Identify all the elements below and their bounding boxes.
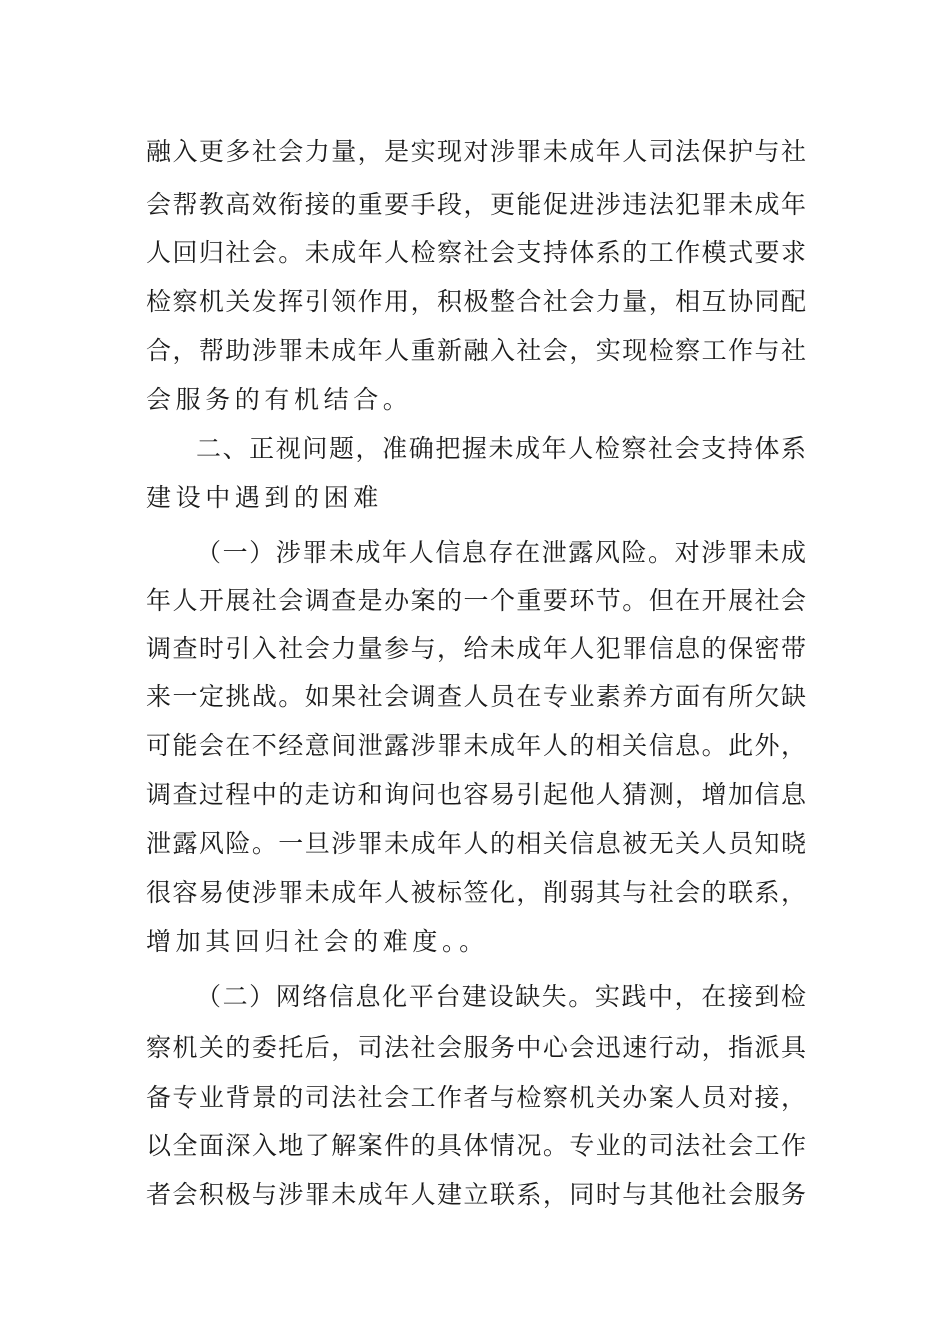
body-line: 调查过程中的走访和询问也容易引起他人猜测，增加信息 <box>146 780 806 809</box>
body-line: 合，帮助涉罪未成年人重新融入社会，实现检察工作与社 <box>146 336 806 365</box>
section-heading-continued: 建设中遇到的困难 <box>146 483 383 512</box>
section-heading: 二、正视问题，准确把握未成年人检察社会支持体系 <box>196 434 806 463</box>
body-line: 以全面深入地了解案件的具体情况。专业的司法社会工作 <box>146 1131 806 1160</box>
body-line: 泄露风险。一旦涉罪未成年人的相关信息被无关人员知晓 <box>146 829 806 858</box>
body-line: 者会积极与涉罪未成年人建立联系，同时与其他社会服务 <box>146 1180 806 1209</box>
body-line: 备专业背景的司法社会工作者与检察机关办案人员对接， <box>146 1083 806 1112</box>
body-line: 融入更多社会力量，是实现对涉罪未成年人司法保护与社 <box>146 137 806 166</box>
subsection-line: （一）涉罪未成年人信息存在泄露风险。对涉罪未成 <box>196 538 806 567</box>
subsection-line: （二）网络信息化平台建设缺失。实践中，在接到检 <box>196 982 806 1011</box>
body-line: 很容易使涉罪未成年人被标签化，削弱其与社会的联系， <box>146 878 806 907</box>
body-line: 会帮教高效衔接的重要手段，更能促进涉违法犯罪未成年 <box>146 190 806 219</box>
body-line: 调查时引入社会力量参与，给未成年人犯罪信息的保密带 <box>146 634 806 663</box>
body-line: 察机关的委托后，司法社会服务中心会迅速行动，指派具 <box>146 1033 806 1062</box>
body-line: 会服务的有机结合。 <box>146 385 413 414</box>
body-line: 人回归社会。未成年人检察社会支持体系的工作模式要求 <box>146 238 806 267</box>
body-line: 检察机关发挥引领作用，积极整合社会力量，相互协同配 <box>146 287 806 316</box>
body-line: 可能会在不经意间泄露涉罪未成年人的相关信息。此外， <box>146 731 806 760</box>
body-line: 来一定挑战。如果社会调查人员在专业素养方面有所欠缺 <box>146 682 806 711</box>
body-line: 增加其回归社会的难度。。 <box>146 927 489 956</box>
body-line: 年人开展社会调查是办案的一个重要环节。但在开展社会 <box>146 586 806 615</box>
